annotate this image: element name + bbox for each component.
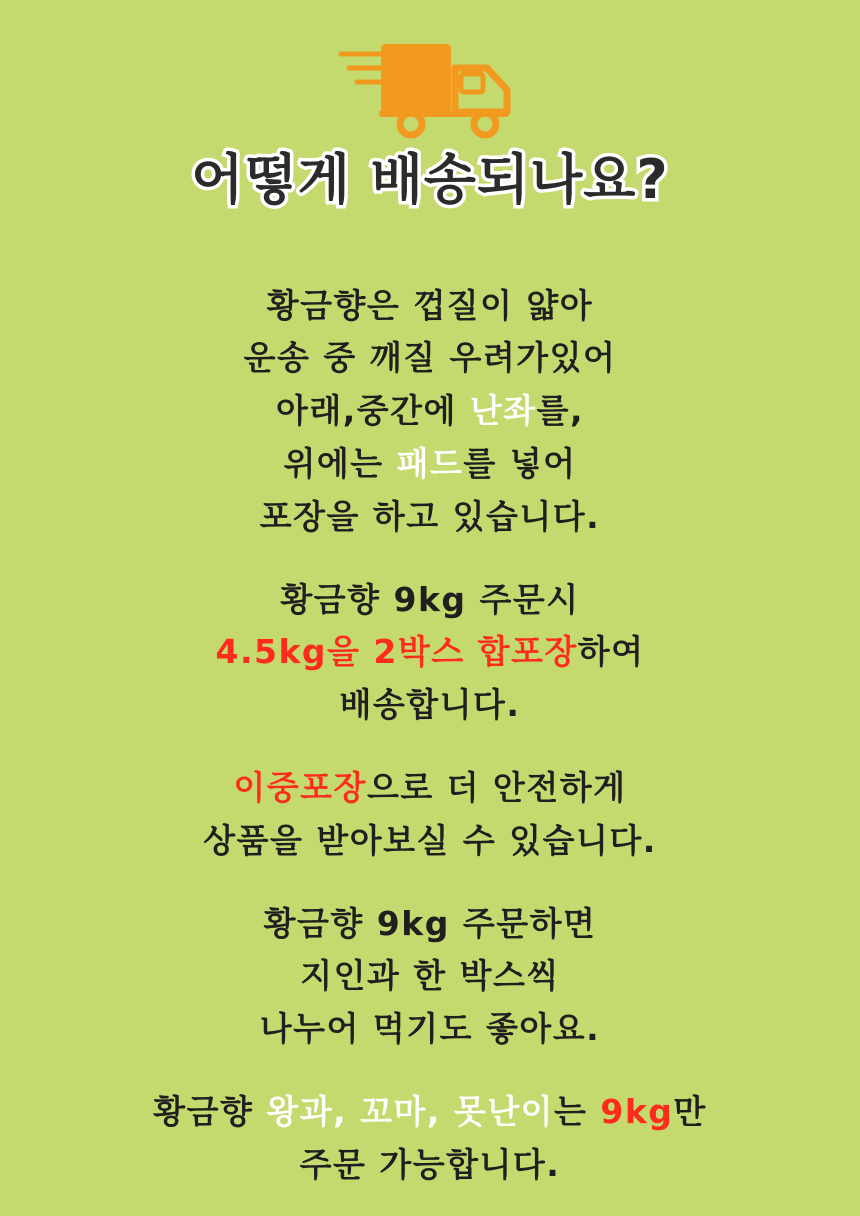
text-span: 황금향 9kg 주문시	[280, 579, 580, 619]
text-span: 나누어 먹기도 좋아요.	[259, 1009, 601, 1049]
text-line	[0, 626, 860, 679]
text-span: 황금향은 껍질이 얇아	[266, 285, 594, 325]
highlight-span: 4.5kg을 2박스 합포장	[215, 632, 578, 672]
text-line	[0, 1086, 860, 1139]
text-span: 를 넣어	[463, 443, 577, 483]
text-block-size-options	[0, 1086, 860, 1192]
text-span: 황금향	[153, 1091, 267, 1131]
text-span: 하여	[577, 632, 645, 672]
text-line	[0, 950, 860, 1003]
text-block-double-packaging	[0, 762, 860, 868]
text-span: 배송합니다.	[339, 685, 521, 725]
highlight-span: 이중포장	[233, 767, 367, 807]
highlight-span: 패드	[396, 443, 464, 483]
text-line	[0, 574, 860, 627]
highlight-span: 9kg	[600, 1091, 674, 1131]
text-line	[0, 1003, 860, 1056]
text-line	[0, 491, 860, 544]
text-span: 아래,중간에	[275, 391, 470, 431]
text-line	[0, 1139, 860, 1192]
text-span: 만	[673, 1091, 707, 1131]
text-line	[0, 679, 860, 732]
body-copy	[0, 280, 860, 1192]
text-line	[0, 280, 860, 333]
page-title: 어떻게 배송되나요?	[191, 148, 669, 211]
text-span: 상품을 받아보실 수 있습니다.	[203, 820, 657, 860]
text-line	[0, 762, 860, 815]
text-span: 으로 더 안전하게	[366, 767, 627, 807]
text-line	[0, 385, 860, 438]
text-line	[0, 815, 860, 868]
text-block-packaging	[0, 280, 860, 544]
text-span: 운송 중 깨질 우려가있어	[243, 338, 617, 378]
text-line	[0, 332, 860, 385]
text-span: 주문 가능합니다.	[299, 1144, 561, 1184]
text-line	[0, 898, 860, 951]
text-block-share	[0, 898, 860, 1056]
text-block-order-9kg	[0, 574, 860, 732]
delivery-truck-icon	[335, 34, 525, 144]
text-span: 는	[554, 1091, 601, 1131]
highlight-span: 왕과, 꼬마, 못난이	[266, 1091, 555, 1131]
text-line	[0, 438, 860, 491]
text-span: 포장을 하고 있습니다.	[259, 496, 601, 536]
text-span: 위에는	[283, 443, 397, 483]
text-span: 를,	[536, 391, 585, 431]
text-span: 지인과 한 박스씩	[300, 956, 560, 996]
text-span: 황금향 9kg 주문하면	[263, 903, 597, 943]
highlight-span: 난좌	[469, 391, 537, 431]
